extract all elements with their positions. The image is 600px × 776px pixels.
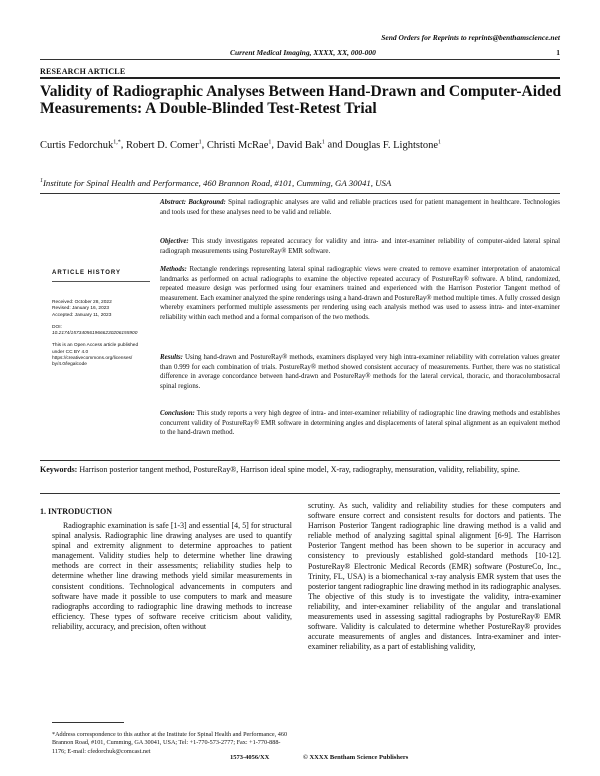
intro-left-column: Radiographic examination is safe [1-3] and essential [4, 5] for structural spinal analysis. Radiographic line drawing analyses are used to quantify spinal and extremity alignment to determine approaches to patient management. Validity studies help to determine whether line drawing methods are correct in their assessments; reliability studies help to determine whether line drawing methods yield similar measurements in consistent conditions. Technological advancements in computers and software have made it possible to use computers to mark and measure radiographs according to radiographic line drawing methods to increase efficiency. These types of software receive criticism about validity, reliability, accuracy, and precision, often without [52, 521, 292, 631]
correspondence-footnote: *Address correspondence to this author at the Institute for Spinal Health and Performance, 460 Brannon Road, #101, Cumming, GA 30041, USA; Tel: +1-770-573-2777; Fax: +1-770-888-1176; E-mail: cfedorchuk@comcast.net [52, 731, 288, 755]
author-list: Curtis Fedorchuk$^{1,*}$, Robert D. Comer$^1$, Christi McRae$^1$, David Bak$^1$ and Douglas F. Lightstone$^1$ [40, 139, 442, 151]
article-history [52, 270, 150, 369]
license-line: under CC BY 4.0 [52, 349, 89, 355]
footer-copyright: © XXXX Bentham Science Publishers [303, 754, 409, 761]
abstract-rule [40, 460, 560, 461]
license-link[interactable]: https://creativecommons.org/licenses/ [52, 356, 133, 362]
abstract-label: Abstract: Background: [160, 199, 226, 206]
author-name[interactable]: Curtis Fedorchuk$^{1,*}$ [40, 139, 121, 151]
article-history-heading: ARTICLE HISTORY [52, 270, 150, 282]
author-name[interactable]: Robert D. Comer$^1$ [125, 139, 202, 151]
doi-link[interactable]: 10.2174/1573405619666230206155900 [52, 331, 138, 337]
article-title: Validity of Radiographic Analyses Between Hand-Drawn and Computer-Aided Measurements: A Double-Blinded Test-Retest Trial [40, 83, 562, 117]
journal-citation: Current Medical Imaging, XXXX, XX, 000-000 [230, 48, 376, 57]
header-rule [40, 59, 560, 60]
affiliation-rule [40, 193, 560, 194]
abstract-conclusion: Conclusion: This study reports a very high degree of intra- and inter-examiner reliability of radiographic line drawing methods and establishes concurrent validity of PostureRay® EMR software in determining angles and displacements of lateral spinal alignment as an equivalent method to the hand-drawn method. [160, 410, 560, 437]
article-type: RESEARCH ARTICLE [40, 67, 126, 76]
license-line: This is an Open Access article published [52, 343, 139, 349]
keywords-rule [40, 493, 560, 494]
affiliation: $^1$Institute for Spinal Health and Performance, 460 Brannon Road, #101, Cumming, GA 30041, USA [40, 178, 392, 188]
abstract-results: Results: Using hand-drawn and PostureRay® methods, examiners displayed very high intra-examiner reliability with correlation values greater than 0.999 for each combination of trials. PostureRay® method showed consistent accuracy of measurements. Further, there was no statistical difference in average concordance between hand-drawn and PostureRay® methods for the lateral cervical, thoracic, and thoracolumbosacral spinal regions. [160, 354, 560, 390]
keywords: Keywords: Harrison posterior tangent method, PostureRay®, Harrison ideal spine model, X-ray, radiography, mensuration, validity, reliability, spine. [40, 465, 520, 474]
license-link[interactable]: by/4.0/legalcode [52, 362, 87, 368]
title-rule [40, 77, 560, 79]
abstract-background: Abstract: Background: Spinal radiographic analyses are valid and reliable practices used for patient management in healthcare. Technologies and tools used for these analyses need to be valid and reliable. [160, 199, 560, 216]
history-accepted: Accepted: January 11, 2023 [52, 312, 112, 318]
footer-issn: 1573-4056/XX [230, 754, 270, 761]
doi-label: DOI: [52, 324, 62, 330]
intro-right-column: scrutiny. As such, validity and reliability studies for these computers and software ensure correct and consistent results for doctors and patients. The Harrison Posterior Tangent radiographic line drawing method is a valid and reliable method of analyzing sagittal spinal alignment [6-9]. The Harrison Posterior Tangent method has been shown to be superior in accuracy and consistency to previously established gold-standard methods [10-12]. PostureRay® Electronic Medical Records (EMR) software (PostureCo, Inc., Trinity, FL, USA) is a biomechanical x-ray analysis EMR system that uses the posterior tangent radiographic line drawing method in its radiographic analyses. The objective of this study is to investigate the validity, intra-examiner reliability, and inter-examiner reliability of the angular and translational measurements used in assessing sagittal radiographs by PostureRay® EMR software. Validity is calculated to determine whether PostureRay® provides accurate measurements of angles and distances. Intra-examiner and inter-examiner reliability, as a part of establishing validity, [308, 501, 561, 652]
author-name[interactable]: David Bak$^1$ [276, 139, 325, 151]
reprints-notice: Send Orders for Reprints to reprints@benthamscience.net [381, 33, 560, 42]
history-revised: Revised: January 16, 2023 [52, 306, 110, 312]
abstract-objective: Objective: This study investigates repeated accuracy for validity and intra- and inter-examiner reliability of computer-aided lateral spinal radiograph measurements using PostureRay® EMR software. [160, 238, 560, 255]
section-heading: 1. INTRODUCTION [40, 507, 113, 516]
author-name[interactable]: Douglas F. Lightstone$^1$ [345, 139, 442, 151]
page-number: 1 [556, 48, 560, 57]
footnote-rule [52, 722, 124, 723]
abstract-methods: Methods: Rectangle renderings representing lateral spinal radiographic views were created to remove examiner interpretation of anatomical landmarks as performed on actual radiographs to examine the objective repeated accuracy of PostureRay® software. A blind, randomized, repeated measure design was performed using four examiners trained and experienced with the Harrison Posterior Tangent method of measurement. Each examiner analyzed the spine renderings using a hand-drawn and PostureRay® method multiple times. A fully crossed design whereby examiners performed multiple assessments per rendering using each analysis method was used to assess intra- and inter-examiner reliability within each method and a formal comparison of the two methods. [160, 266, 560, 321]
history-received: Received: October 28, 2022 [52, 300, 112, 305]
author-name[interactable]: Christi McRae$^1$ [206, 139, 272, 151]
